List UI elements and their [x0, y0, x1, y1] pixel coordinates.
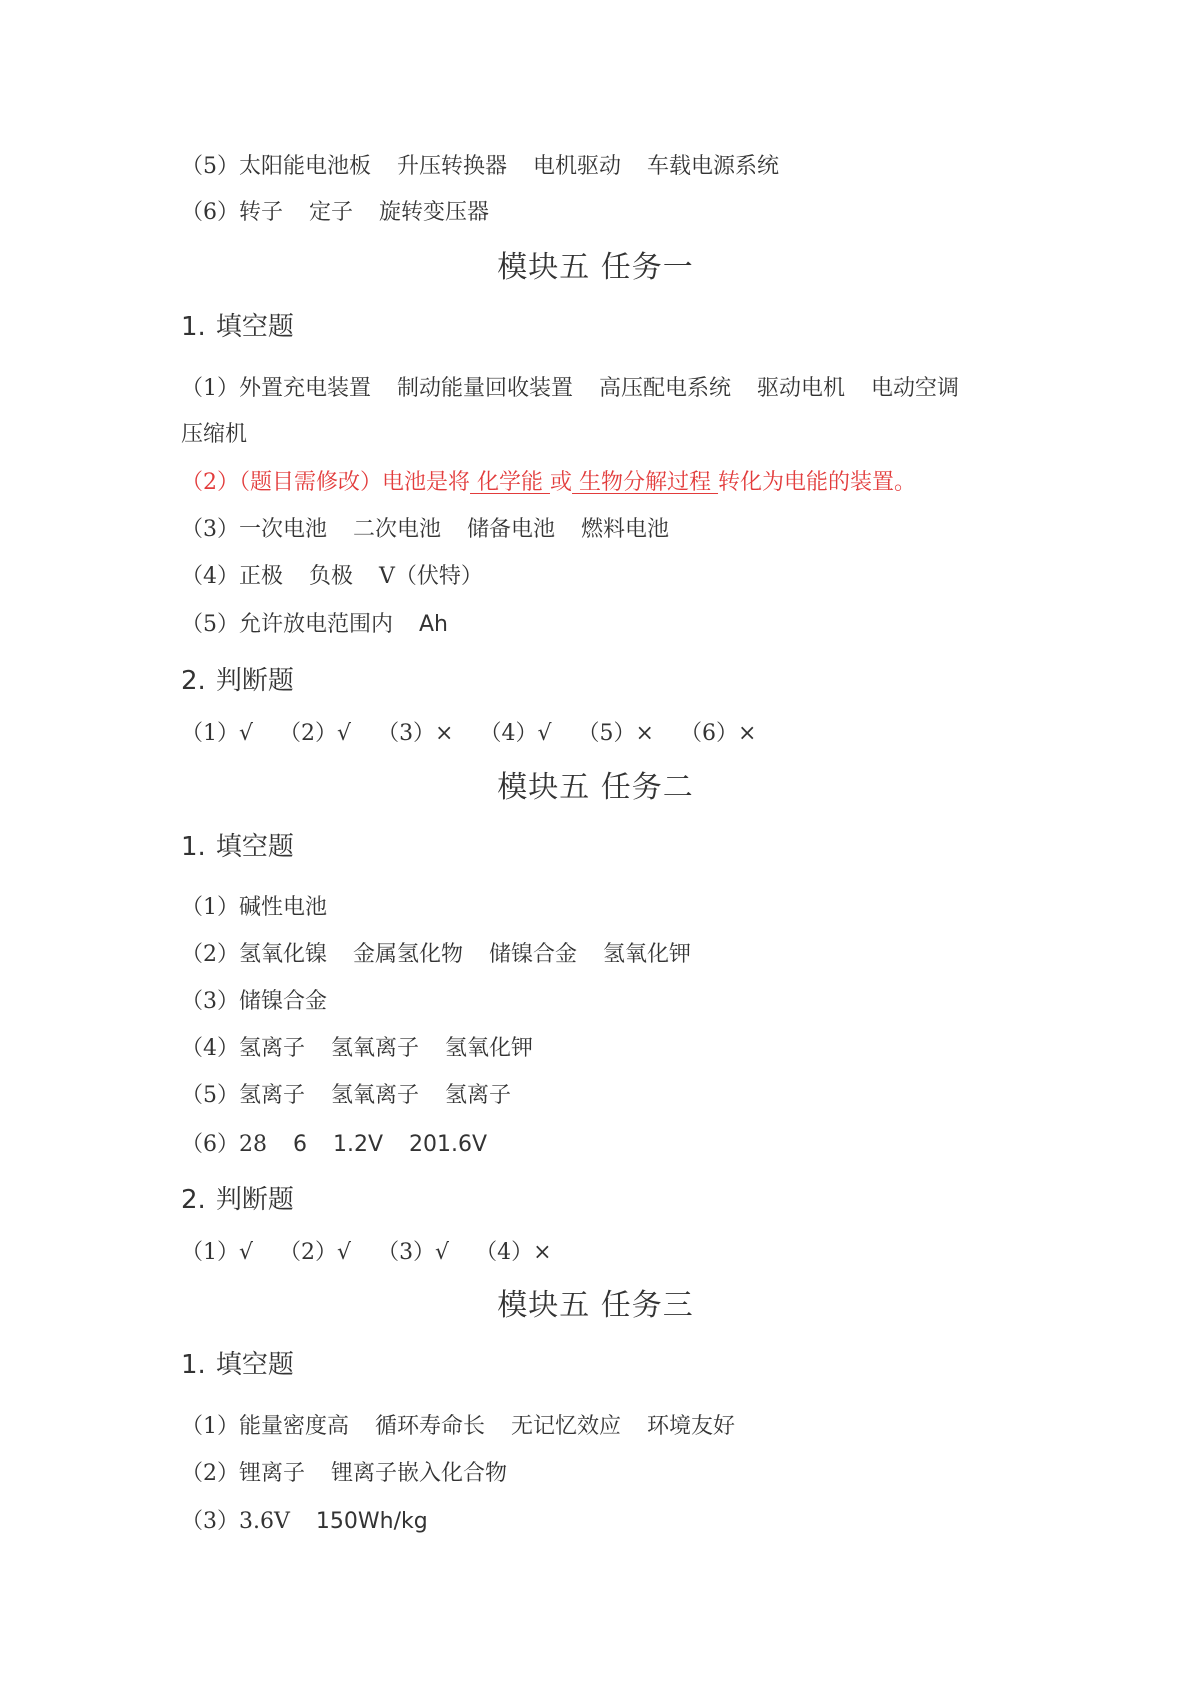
task2-judge-answers: （1）√ （2）√ （3）√ （4）×	[181, 1240, 552, 1265]
blank-answer-1: 化学能	[470, 470, 550, 495]
task3-fill-heading: 1. 填空题	[181, 1350, 294, 1380]
task2-q5: （5）氢离子 氢氧离子 氢离子	[181, 1083, 512, 1108]
task1-q4: （4）正极 负极 V（伏特）	[181, 564, 483, 589]
task3-q3: （3）3.6V 150Wh/kg	[181, 1509, 428, 1534]
task3-q1: （1）能量密度高 循环寿命长 无记忆效应 环境友好	[181, 1414, 736, 1439]
blank-answer-2: 生物分解过程	[572, 470, 719, 495]
task3-q2: （2）锂离子 锂离子嵌入化合物	[181, 1461, 508, 1486]
task1-q1-line1: （1）外置充电装置 制动能量回收装置 高压配电系统 驱动电机 电动空调	[181, 376, 960, 401]
answer-line-5: （5）太阳能电池板 升压转换器 电机驱动 车载电源系统	[181, 154, 780, 179]
task2-q3: （3）储镍合金	[181, 989, 327, 1014]
task1-fill-heading: 1. 填空题	[181, 312, 294, 342]
task1-q2-revised: （2）（题目需修改）电池是将 化学能 或 生物分解过程 转化为电能的装置。	[181, 470, 917, 495]
task2-q4: （4）氢离子 氢氧离子 氢氧化钾	[181, 1036, 534, 1061]
task2-q6: （6）28 6 1.2V 201.6V	[181, 1132, 488, 1157]
task1-q5: （5）允许放电范围内 Ah	[181, 612, 448, 637]
task2-title: 模块五 任务二	[497, 770, 694, 805]
task2-q1: （1）碱性电池	[181, 895, 327, 920]
task3-title: 模块五 任务三	[497, 1288, 694, 1323]
task1-q1-line2: 压缩机	[181, 422, 248, 447]
task1-judge-answers: （1）√ （2）√ （3）× （4）√ （5）× （6）×	[181, 721, 757, 746]
task2-q2: （2）氢氧化镍 金属氢化物 储镍合金 氢氧化钾	[181, 942, 692, 967]
task1-q3: （3）一次电池 二次电池 储备电池 燃料电池	[181, 517, 670, 542]
task1-title: 模块五 任务一	[497, 250, 694, 285]
task2-judge-heading: 2. 判断题	[181, 1185, 294, 1215]
task1-judge-heading: 2. 判断题	[181, 666, 294, 696]
answer-line-6: （6）转子 定子 旋转变压器	[181, 200, 490, 225]
task2-fill-heading: 1. 填空题	[181, 832, 294, 862]
